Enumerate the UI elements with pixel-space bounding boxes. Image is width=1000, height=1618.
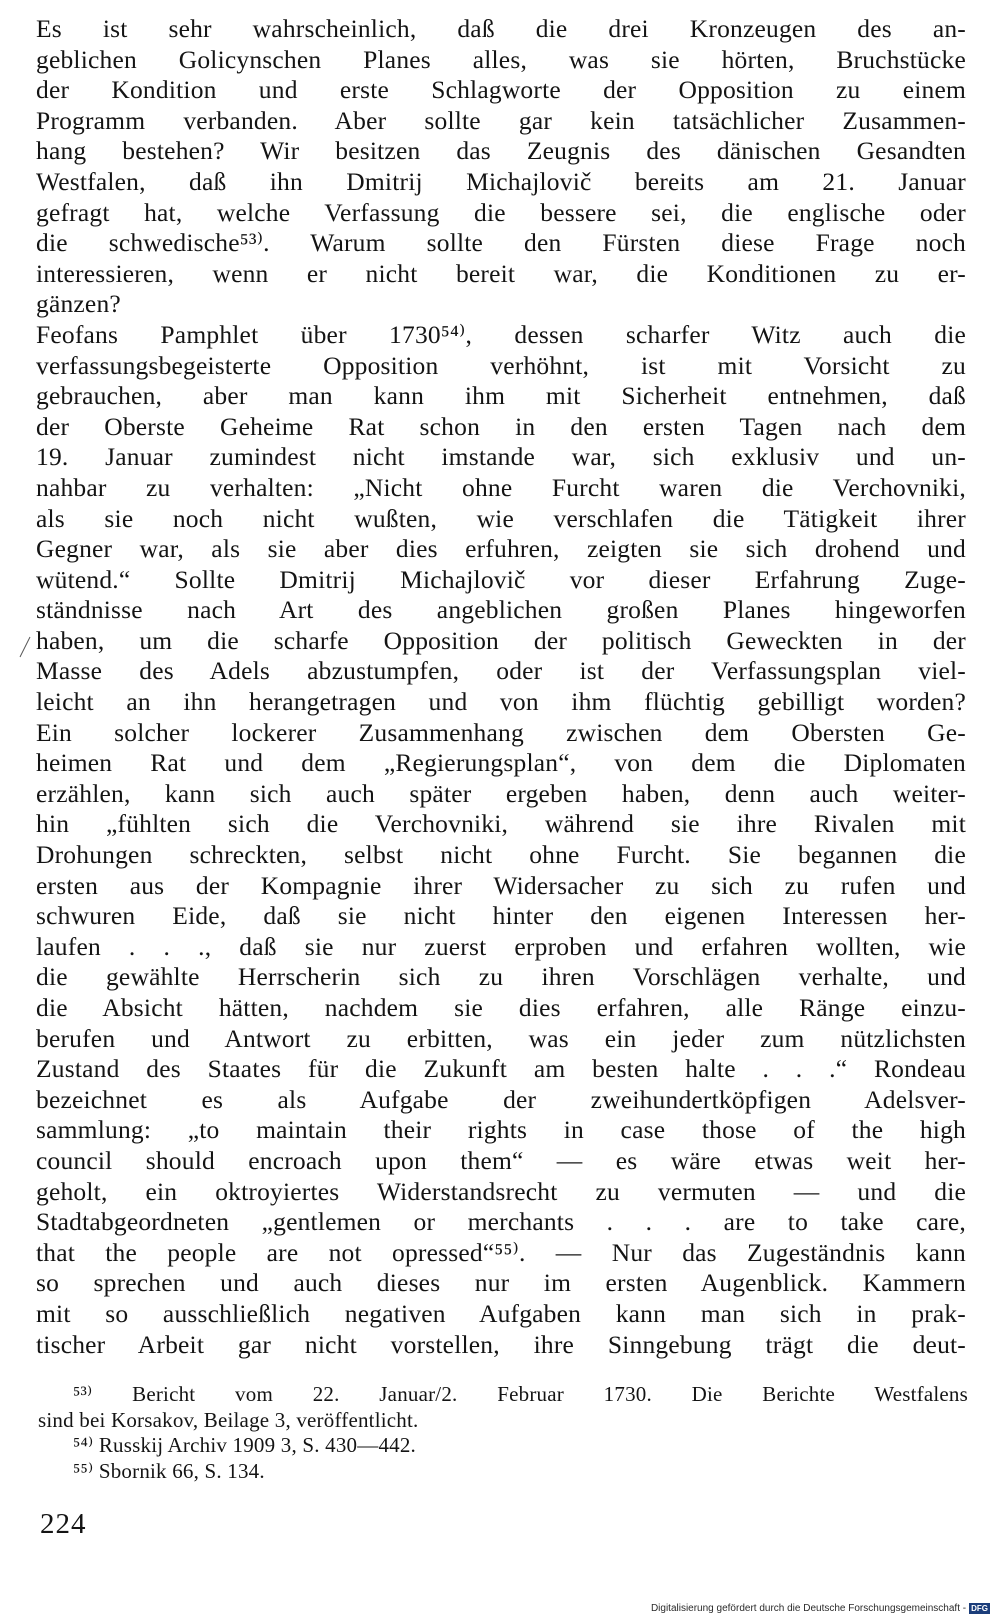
dfg-logo: DFG [971,1604,988,1613]
credit-text: Digitalisierung gefördert durch die Deutsche Forschungsgemeinschaft - [650,1603,967,1614]
margin-pencil-mark [18,636,32,658]
text-line: Zustand des Staates für die Zukunft am besten halte . . .“ Rondeau [36,1054,966,1084]
text-line: die Absicht hätten, nachdem sie dies erfahren, alle Ränge einzu- [36,993,966,1022]
text-line: verfassungsbegeisterte Opposition verhöhnt, ist mit Vorsicht zu [36,350,966,380]
digitization-credit [651,1603,990,1614]
text-line: erzählen, kann sich auch später ergeben haben, denn auch weiter- [36,778,966,808]
text-line: schwuren Eide, daß sie nicht hinter den eigenen Interessen her- [36,901,966,931]
text-line: haben, um die scharfe Opposition der politisch Geweckten in der [36,625,966,655]
text-line: hin „fühlten sich die Verchovniki, während sie ihre Rivalen mit [36,809,966,839]
text-line: der Oberste Geheime Rat schon in den ersten Tagen nach dem [36,411,966,441]
text-line: Es ist sehr wahrscheinlich, daß die drei Kronzeugen des an- [36,14,966,43]
text-line: 19. Januar zumindest nicht imstande war, sich exklusiv und un- [36,442,966,472]
text-line: als sie noch nicht wußten, wie verschlafen die Tätigkeit ihrer [36,503,966,533]
text-line: so sprechen und auch dieses nur im ersten Augenblick. Kammern [36,1268,966,1298]
text-line: interessieren, wenn er nicht bereit war, die Konditionen zu er- [36,258,966,288]
text-line: die gewählte Herrscherin sich zu ihren Vorschlägen verhalte, und [36,962,966,992]
text-line: geblichen Golicynschen Planes alles, was sie hörten, Bruchstücke [36,44,966,74]
text-line: Gegner war, als sie aber dies erfuhren, zeigten sie sich drohend und [36,534,966,564]
text-line: mit so ausschließlich negativen Aufgaben kann man sich in prak- [36,1298,966,1328]
footnotes [38,1382,968,1484]
text-line: heimen Rat und dem „Regierungsplan“, von dem die Diplomaten [36,748,966,778]
text-line: that the people are not opressed“⁵⁵⁾. — Nur das Zugeständnis kann [36,1237,966,1267]
text-line: leicht an ihn herangetragen und von ihm flüchtig gebilligt worden? [36,687,966,717]
footnote-line: sind bei Korsakov, Beilage 3, veröffentlicht. [38,1407,419,1432]
footnote-line: ⁵³⁾ Bericht vom 22. Januar/2. Februar 1730. Die Berichte Westfalens [73,1382,968,1406]
text-line: bezeichnet es als Aufgabe der zweihundertköpfigen Adelsver- [36,1084,966,1114]
footnote-line: ⁵⁵⁾ Sbornik 66, S. 134. [73,1458,265,1483]
page-number: 224 [40,1508,87,1540]
text-line: Ein solcher lockerer Zusammenhang zwischen dem Obersten Ge- [36,717,966,747]
text-line: ständnisse nach Art des angeblichen großen Planes hingeworfen [36,595,966,625]
text-line: wütend.“ Sollte Dmitrij Michajlovič vor dieser Erfahrung Zuge- [36,564,966,594]
text-line: sammlung: „to maintain their rights in case those of the high [36,1115,966,1145]
text-line: der Kondition und erste Schlagworte der Opposition zu einem [36,75,966,105]
footnote-line: ⁵⁴⁾ Russkij Archiv 1909 3, S. 430—442. [73,1433,417,1457]
text-line: geholt, ein oktroyiertes Widerstandsrecht zu vermuten — und die [36,1176,966,1206]
body-text [36,14,966,1360]
text-line: gefragt hat, welche Verfassung die bessere sei, die englische oder [36,197,966,227]
text-line: laufen . . ., daß sie nur zuerst erproben und erfahren wollten, wie [36,931,966,961]
text-line: die schwedische⁵³⁾. Warum sollte den Fürsten diese Frage noch [36,228,966,258]
text-line: Feofans Pamphlet über 1730⁵⁴⁾, dessen scharfer Witz auch die [36,319,966,349]
text-line: Westfalen, daß ihn Dmitrij Michajlovič bereits am 21. Januar [36,166,966,196]
text-line: Programm verbanden. Aber sollte gar kein tatsächlicher Zusammen- [36,105,966,135]
text-line: nahbar zu verhalten: „Nicht ohne Furcht waren die Verchovniki, [36,472,966,502]
text-line: gebrauchen, aber man kann ihm mit Sicherheit entnehmen, daß [36,381,966,411]
text-line: tischer Arbeit gar nicht vorstellen, ihre Sinngebung trägt die deut- [36,1329,966,1359]
text-line: hang bestehen? Wir besitzen das Zeugnis des dänischen Gesandten [36,136,966,166]
text-line: gänzen? [36,289,121,319]
text-line: berufen und Antwort zu erbitten, was ein jeder zum nützlichsten [36,1023,966,1053]
text-line: Drohungen schreckten, selbst nicht ohne Furcht. Sie begannen die [36,840,966,870]
text-line: Stadtabgeordneten „gentlemen or merchants . . . are to take care, [36,1207,966,1237]
text-line: council should encroach upon them“ — es wäre etwas weit her- [36,1145,966,1175]
text-line: ersten aus der Kompagnie ihrer Widersacher zu sich zu rufen und [36,870,966,900]
text-line: Masse des Adels abzustumpfen, oder ist der Verfassungsplan viel- [36,656,966,686]
